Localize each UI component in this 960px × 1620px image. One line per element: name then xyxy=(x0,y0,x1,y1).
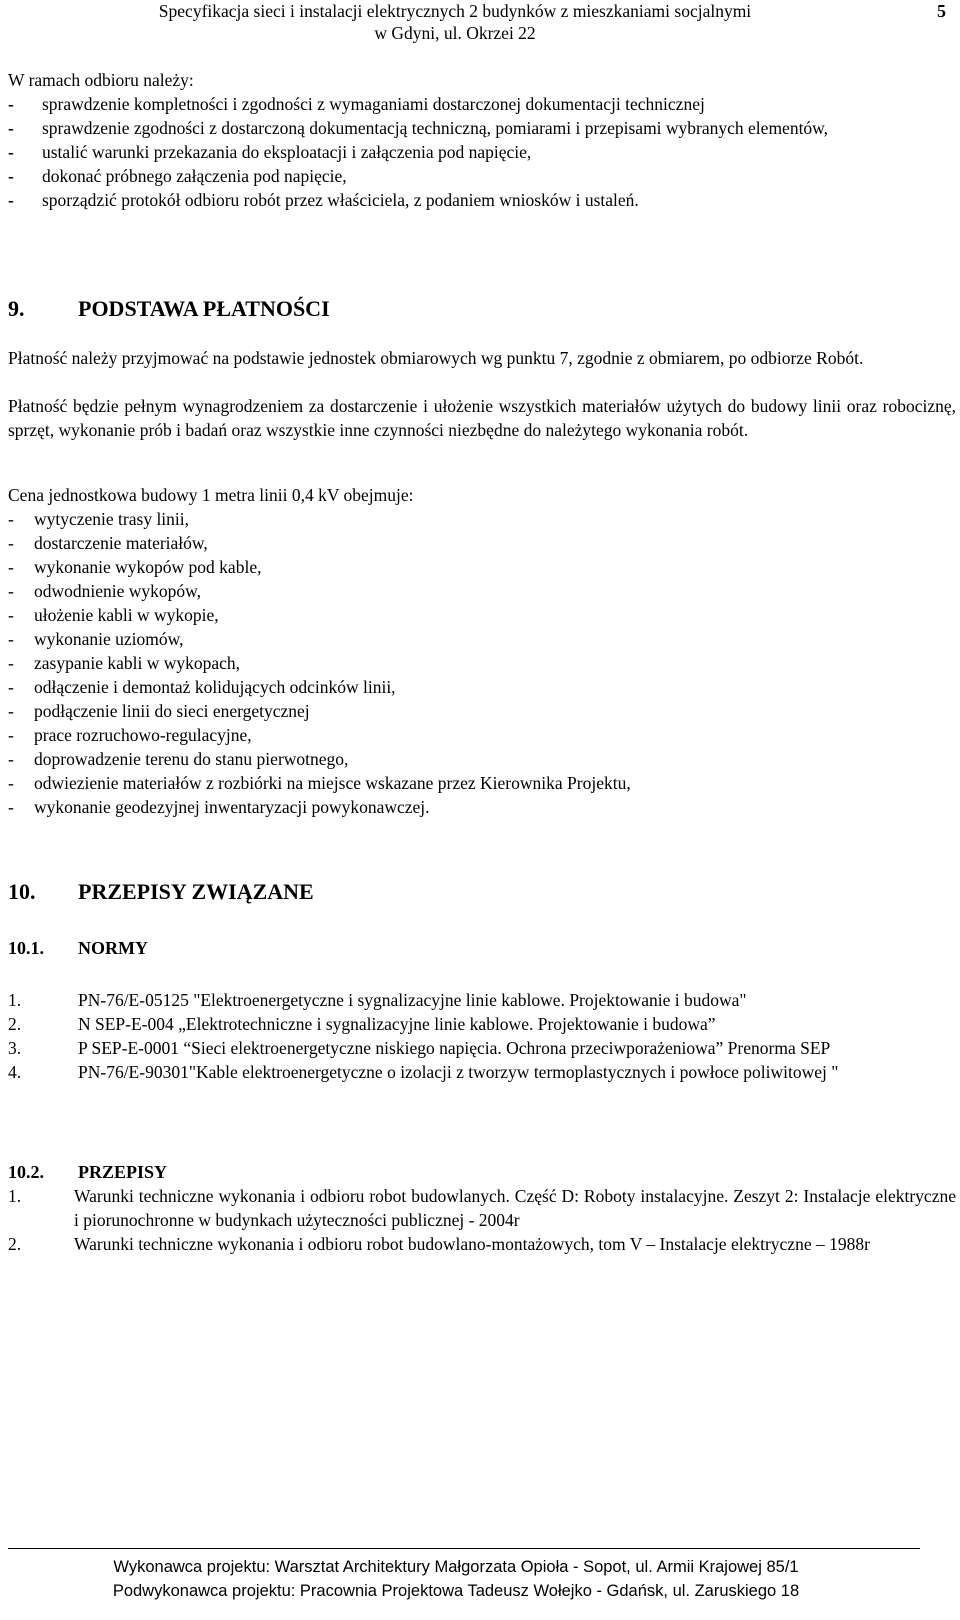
section-9-para1: Płatność należy przyjmować na podstawie jednostek obmiarowych wg punktu 7, zgodnie z obmiarem, po odbiorze Robót. xyxy=(8,348,864,368)
list-item: - odłączenie i demontaż kolidujących odcinków linii, xyxy=(8,677,396,697)
section-9-para2: Płatność będzie pełnym wynagrodzeniem za dostarczenie i ułożenie wszystkich materiałów użytych do budowy linii oraz robociznę, sprzęt, wykonanie prób i badań oraz wszystkie inne czynności niezbędne do należytego wykonania robót. xyxy=(8,396,956,440)
odbior-section xyxy=(8,68,956,212)
cena-section xyxy=(8,483,956,819)
footer-line1: Wykonawca projektu: Warsztat Architektury Małgorzata Opioła - Sopot, ul. Armii Krajowej 85/1 xyxy=(113,1558,799,1576)
list-item: - podłączenie linii do sieci energetycznej xyxy=(8,701,310,721)
list-item: 4. PN-76/E-90301"Kable elektroenergetyczne o izolacji z tworzyw termoplastycznych i powłoce poliwitowej " xyxy=(8,1062,839,1082)
list-item: - wykonanie wykopów pod kable, xyxy=(8,557,262,577)
list-item: 1. Warunki techniczne wykonania i odbioru robot budowlanych. Część D: Roboty instalacyjne. Zeszyt 2: Instalacje elektryczne i piorunochronne w budynkach użyteczności publicznej - 2004r xyxy=(8,1186,956,1230)
cena-intro: Cena jednostkowa budowy 1 metra linii 0,4 kV obejmuje: xyxy=(8,485,414,505)
footer-divider xyxy=(8,1548,920,1549)
list-item: - sprawdzenie kompletności i zgodności z wymaganiami dostarczonej dokumentacji technicznej xyxy=(8,94,705,114)
header-title-line2: w Gdyni, ul. Okrzei 22 xyxy=(374,23,536,43)
list-item: - ustalić warunki przekazania do eksploatacji i załączenia pod napięcie, xyxy=(8,142,532,162)
list-item: 1. PN-76/E-05125 "Elektroenergetyczne i sygnalizacyjne linie kablowe. Projektowanie i budowa" xyxy=(8,990,747,1010)
przepisy-list xyxy=(8,1184,956,1256)
list-item: - dokonać próbnego załączenia pod napięcie, xyxy=(8,166,347,186)
list-item: - odwodnienie wykopów, xyxy=(8,581,202,601)
list-item: - sprawdzenie zgodności z dostarczoną dokumentacją techniczną, pomiarami i przepisami wybranych elementów, xyxy=(8,118,829,138)
list-item: - zasypanie kabli w wykopach, xyxy=(8,653,241,673)
section-10-heading: 10. PRZEPISY ZWIĄZANE xyxy=(8,879,314,904)
list-item: - ułożenie kabli w wykopie, xyxy=(8,605,219,625)
list-item: - sporządzić protokół odbioru robót przez właściciela, z podaniem wniosków i ustaleń. xyxy=(8,190,639,210)
list-item: 2. Warunki techniczne wykonania i odbioru robot budowlano-montażowych, tom V – Instalacje elektryczne – 1988r xyxy=(8,1234,870,1254)
section-9-heading: 9. PODSTAWA PŁATNOŚCI xyxy=(8,296,330,321)
header-title-line1: Specyfikacja sieci i instalacji elektrycznych 2 budynków z mieszkaniami socjalnymi xyxy=(158,1,752,21)
list-item: - odwiezienie materiałów z rozbiórki na miejsce wskazane przez Kierownika Projektu, xyxy=(8,773,631,793)
normy-list xyxy=(8,988,956,1084)
section-10-1-heading: 10.1. NORMY xyxy=(8,938,148,958)
list-item: - wykonanie geodezyjnej inwentaryzacji powykonawczej. xyxy=(8,797,430,817)
list-item: - wykonanie uziomów, xyxy=(8,629,184,649)
list-item: 2. N SEP-E-004 „Elektrotechniczne i sygnalizacyjne linie kablowe. Projektowanie i budowa” xyxy=(8,1014,716,1034)
list-item: - dostarczenie materiałów, xyxy=(8,533,208,553)
odbior-intro: W ramach odbioru należy: xyxy=(8,70,194,90)
list-item: - wytyczenie trasy linii, xyxy=(8,509,190,529)
list-item: - doprowadzenie terenu do stanu pierwotnego, xyxy=(8,749,349,769)
section-10-2-heading: 10.2. PRZEPISY xyxy=(8,1162,168,1182)
list-item: 3. P SEP-E-0001 “Sieci elektroenergetyczne niskiego napięcia. Ochrona przeciwporażeniowa” Prenorma SEP xyxy=(8,1038,831,1058)
page-number: 5 xyxy=(937,1,946,21)
list-item: - prace rozruchowo-regulacyjne, xyxy=(8,725,252,745)
footer-line2: Podwykonawca projektu: Pracownia Projektowa Tadeusz Wołejko - Gdańsk, ul. Zaruskiego 18 xyxy=(112,1582,800,1600)
